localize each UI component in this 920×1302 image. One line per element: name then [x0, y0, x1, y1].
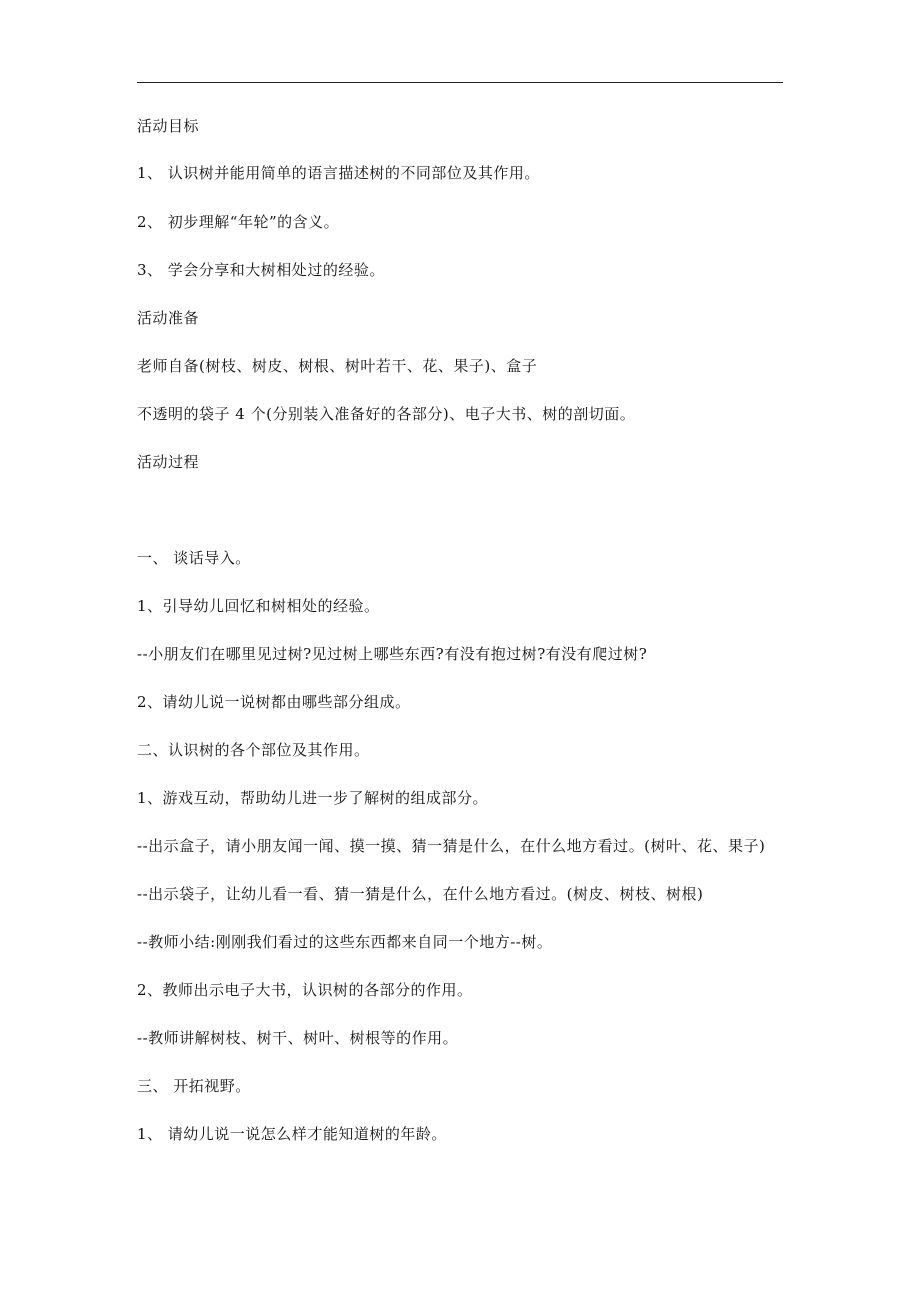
goal-item-2: 2、 初步理解“年轮”的含义。 — [137, 213, 340, 231]
process-detail: --出示盒子，请小朋友闻一闻、摸一摸、猜一猜是什么，在什么地方看过。(树叶、花、果子) — [137, 837, 766, 855]
process-step: 1、 请幼儿说一说怎么样才能知道树的年龄。 — [137, 1125, 447, 1143]
section-heading-process: 活动过程 — [137, 453, 200, 471]
process-part-2-heading: 二、认识树的各个部位及其作用。 — [137, 741, 370, 759]
process-step: 2、请幼儿说一说树都由哪些部分组成。 — [137, 693, 411, 711]
preparation-line-2: 不透明的袋子 4 个(分别装入准备好的各部分)、电子大书、树的剖切面。 — [137, 405, 636, 423]
process-detail: --教师讲解树枝、树干、树叶、树根等的作用。 — [137, 1029, 459, 1047]
process-step: 2、教师出示电子大书，认识树的各部分的作用。 — [137, 981, 473, 999]
section-heading-goals: 活动目标 — [137, 117, 200, 135]
preparation-line-1: 老师自备(树枝、树皮、树根、树叶若干、花、果子)、盒子 — [137, 357, 538, 375]
process-step: 1、引导幼儿回忆和树相处的经验。 — [137, 597, 380, 615]
process-part-3-heading: 三、 开拓视野。 — [137, 1077, 251, 1095]
process-step: 1、游戏互动，帮助幼儿进一步了解树的组成部分。 — [137, 789, 489, 807]
process-detail: --小朋友们在哪里见过树?见过树上哪些东西?有没有抱过树?有没有爬过树? — [137, 645, 648, 663]
goal-item-1: 1、 认识树并能用简单的语言描述树的不同部位及其作用。 — [137, 164, 540, 182]
process-detail: --教师小结:刚刚我们看过的这些东西都来自同一个地方--树。 — [137, 933, 553, 951]
header-rule — [137, 82, 783, 83]
process-part-1-heading: 一、 谈话导入。 — [137, 549, 251, 567]
goal-item-3: 3、 学会分享和大树相处过的经验。 — [137, 261, 385, 279]
section-heading-preparation: 活动准备 — [137, 309, 200, 327]
process-detail: --出示袋子，让幼儿看一看、猜一猜是什么，在什么地方看过。(树皮、树枝、树根) — [137, 885, 704, 903]
